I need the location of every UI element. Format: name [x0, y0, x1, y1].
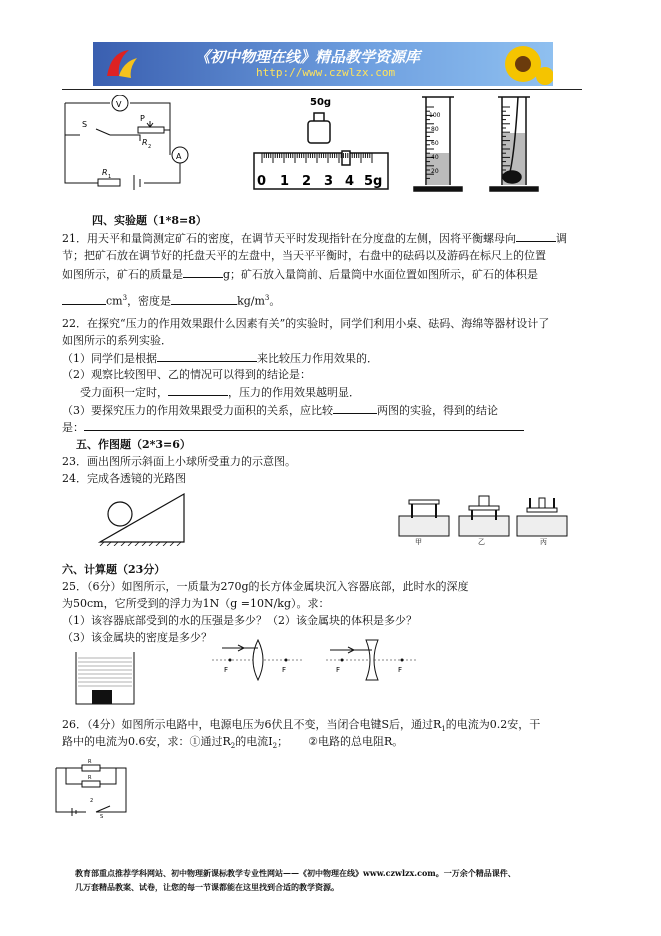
- q25-line3: （1）该容器底部受到的水的压强是多少？（2）该金属块的体积是多少？: [62, 614, 417, 627]
- convex-lens-figure: [208, 638, 308, 682]
- cylinder-after: [484, 93, 542, 197]
- label-yi: 乙: [478, 538, 485, 546]
- q22-line5: 受力面积一定时， ，压力的作用效果越明显．: [80, 386, 360, 399]
- ball: [108, 502, 132, 526]
- cylinder-before: [408, 93, 466, 197]
- r1-sub: 1: [108, 174, 112, 180]
- concave-f-right: F: [398, 666, 403, 674]
- banner-url: http://www.czwlzx.com: [256, 66, 396, 79]
- r1-label: R: [102, 168, 108, 177]
- q21-line3: 如图所示，矿石的质量是 g；矿石放入量筒前、后量筒中水面位置如图所示，矿石的体积是: [62, 268, 539, 281]
- switch-label: S: [82, 120, 88, 129]
- header-rule: [62, 89, 582, 90]
- cylinder-tick-100: 100: [429, 112, 441, 119]
- cylinder-tick-60: 60: [431, 140, 439, 147]
- label-jia: 甲: [415, 538, 422, 546]
- logo-icon: [101, 46, 141, 82]
- ammeter-label: A: [176, 152, 182, 161]
- scale-label-3: 3: [324, 174, 334, 189]
- concave-f-left: F: [336, 666, 341, 674]
- section5-heading: 五、作图题（2*3=6）: [76, 438, 191, 451]
- q22-line6: （3）要探究压力的作用效果跟受力面积的关系，应比较 两图的实验，得到的结论: [62, 404, 498, 417]
- c2-r1-label: R: [88, 759, 92, 765]
- convex-f-left: F: [224, 666, 229, 674]
- q25-line1: 25．（6分）如图所示，一质量为270g的长方体金属块沉入容器底部，此时水的深度: [62, 580, 469, 593]
- footer-line2: 几万套精品教案、试卷，让您的每一节课都能在这里找到合适的教学资源。: [75, 882, 339, 892]
- slider-label: P: [140, 114, 145, 123]
- q22-line2: 如图所示的系列实验．: [62, 334, 172, 347]
- circuit-diagram-1: [60, 95, 200, 190]
- q22-line1: 22．在探究“压力的作用效果跟什么因素有关”的实验时，同学们利用小桌、砝码、海绵等器材设计了: [62, 317, 550, 330]
- q22-line7: 是：: [62, 419, 524, 436]
- cylinder-tick-20: 20: [431, 168, 439, 175]
- circuit-diagram-2: [52, 758, 132, 818]
- r2-label: R: [142, 138, 148, 147]
- q26-line2: 路中的电流为0.6安，求：①通过$R_2$的电流$I_2$； ②电路的总电阻R。: [62, 735, 404, 751]
- q21-line1: 21．用天平和量筒测定矿石的密度，在调节天平时发现指针在分度盘的左侧，因将平衡螺母向 调: [62, 232, 567, 245]
- scale-label-4: 4: [345, 174, 355, 189]
- q25-line4: （3）该金属块的密度是多少？: [62, 631, 212, 644]
- sunflower-icon: [493, 42, 553, 86]
- concave-lens-figure: [322, 638, 422, 682]
- balance-scale-figure: [252, 93, 392, 193]
- cylinder-tick-40: 40: [431, 154, 439, 161]
- convex-f-right: F: [282, 666, 287, 674]
- section4-heading: 四、实验题（1*8=8）: [92, 214, 207, 227]
- metal-block: [92, 690, 112, 704]
- label-bing: 丙: [540, 538, 547, 546]
- cylinder-tick-80: 80: [431, 126, 439, 133]
- scale-label-0: 0: [257, 174, 267, 189]
- c2-s-label: S: [100, 814, 104, 818]
- footer: [75, 866, 516, 894]
- voltmeter-label: V: [116, 100, 122, 109]
- q22-line4: （2）观察比较图甲、乙的情况可以得到的结论是：: [62, 368, 311, 381]
- r2-sub: 2: [148, 144, 152, 150]
- q26-line1: 26．（4分）如图所示电路中，电源电压为6伏且不变，当闭合电键S后，通过$R_1$的电流为0.2安，干: [62, 718, 541, 734]
- footer-line1: 教育部重点推荐学科网站、初中物理新课标教学专业性网站——《初中物理在线》www.czwlzx.com。一万余个精品课件、: [75, 868, 516, 878]
- weight-label: 50g: [310, 97, 332, 108]
- scale-label-5: 5g: [364, 174, 383, 189]
- scale-label-1: 1: [280, 174, 290, 189]
- c2-num-label: 2: [90, 798, 94, 804]
- q21-line4: $cm^3$，密度是 $kg/m^3$。: [62, 290, 280, 310]
- section6-heading: 六、计算题（23分）: [62, 563, 166, 576]
- q21-line2: 节；把矿石放在调节好的托盘天平的左盘中，当天平平衡时，右盘中的砝码以及游码在标尺上的位置: [62, 249, 546, 262]
- container-block-figure: [74, 650, 136, 706]
- incline-ball-figure: [98, 492, 188, 546]
- c2-r2-label: R: [88, 775, 92, 781]
- q22-line3: （1）同学们是根据 来比较压力作用效果的．: [62, 352, 378, 365]
- q24: 24．完成各透镜的光路图: [62, 472, 186, 485]
- banner-title: 《初中物理在线》精品教学资源库: [195, 48, 421, 66]
- q23: 23．画出图所示斜面上小球所受重力的示意图。: [62, 455, 296, 468]
- q25-line2: 为50cm，它所受到的浮力为1N（g =10N/kg）。求：: [62, 597, 330, 610]
- scale-label-2: 2: [302, 174, 312, 189]
